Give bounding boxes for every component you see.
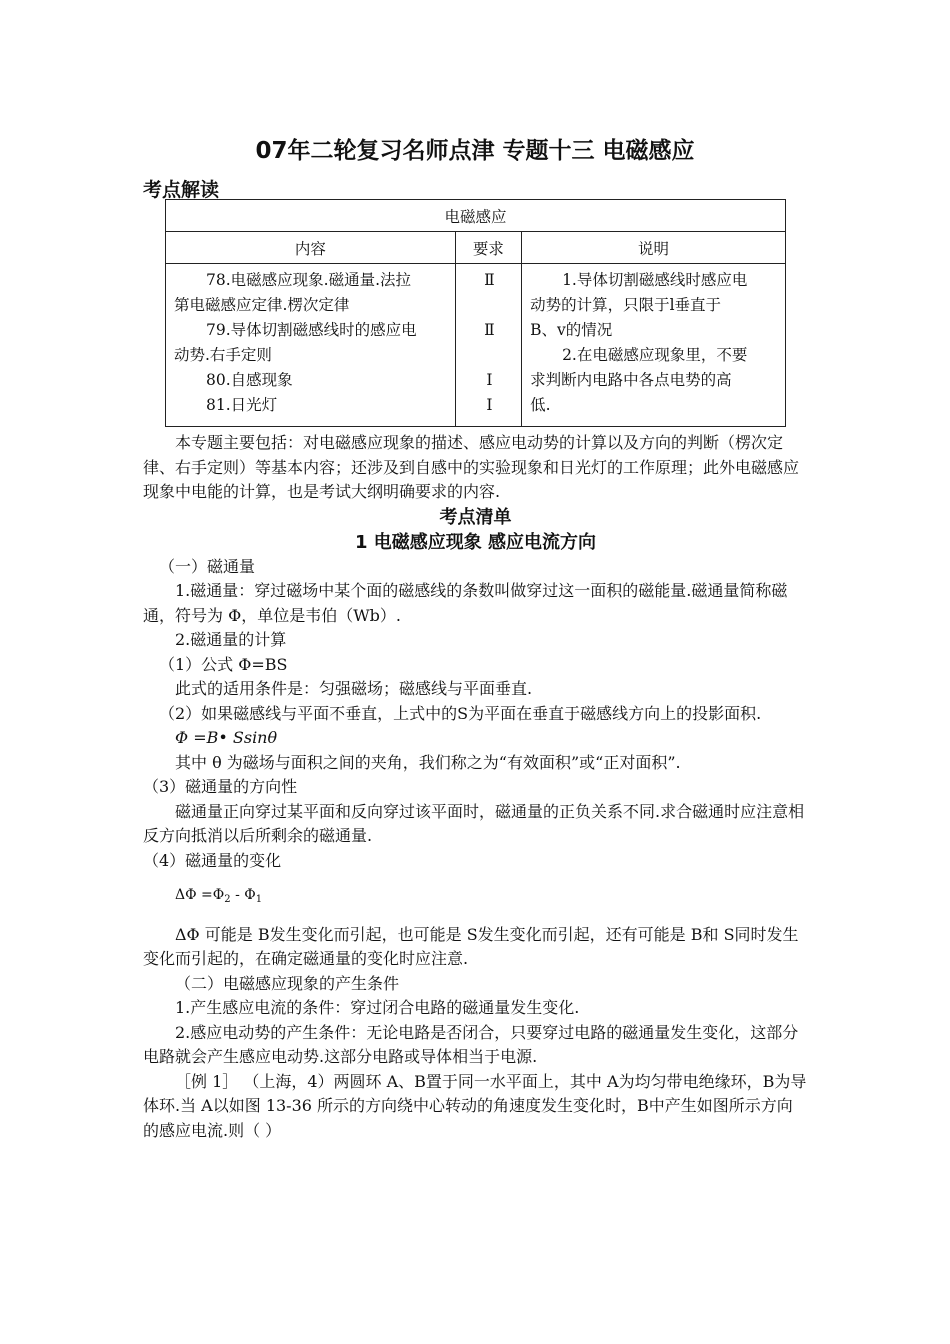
formula-effective-area: Φ =B• Ssinθ xyxy=(175,728,278,747)
section-heading-list: 考点清单 xyxy=(439,506,512,528)
content-line: 动势.右手定则 xyxy=(174,346,272,364)
paragraph: 2.磁通量的计算 xyxy=(175,630,287,649)
paragraph: ΔΦ 可能是 B发生变化而引起，也可能是 S发生变化而引起，还有可能是 B和 S同时发生变化而引起的，在确定磁通量的变化时应注意. xyxy=(143,924,799,968)
content-line: 81.日光灯 xyxy=(206,396,278,414)
paragraph: （一）磁通量 xyxy=(159,556,256,576)
body-text xyxy=(143,431,808,1143)
formula-flux-change: $\Delta\Phi =\Phi_2 - \Phi_1$ xyxy=(175,887,263,905)
note-line: 动势的计算，只限于l垂直于 xyxy=(530,296,722,314)
paragraph: 1.产生感应电流的条件：穿过闭合电路的磁通量发生变化. xyxy=(175,998,580,1017)
requirement-level: Ⅱ xyxy=(484,321,495,339)
paragraph: 2.感应电动势的产生条件：无论电路是否闭合，只要穿过电路的磁通量发生变化，这部分电路就会产生感应电动势.这部分电路或导体相当于电源. xyxy=(143,1022,799,1066)
table-header-content: 内容 xyxy=(166,232,456,264)
table-header-notes: 说明 xyxy=(522,232,786,264)
paragraph: （3）磁通量的方向性 xyxy=(143,777,298,796)
table-caption: 电磁感应 xyxy=(166,200,786,232)
paragraph: 此式的适用条件是：匀强磁场；磁感线与平面垂直. xyxy=(175,679,533,698)
page-title: 07年二轮复习名师点津 专题十三 电磁感应 xyxy=(255,138,695,164)
note-line: 1.导体切割磁感线时感应电 xyxy=(562,271,748,289)
intro-paragraph: 本专题主要包括：对电磁感应现象的描述、感应电动势的计算以及方向的判断（楞次定律、右手定则）等基本内容；还涉及到自感中的实验现象和日光灯的工作原理；此外电磁感应现象中电能的计算，也是考试大纲明确要求的内容. xyxy=(143,433,800,501)
paragraph: （2）如果磁感线与平面不垂直，上式中的S为平面在垂直于磁感线方向上的投影面积. xyxy=(159,703,762,723)
content-line: 第电磁感应定律.楞次定律 xyxy=(174,296,350,314)
requirement-level: Ⅰ xyxy=(486,371,493,389)
paragraph: （4）磁通量的变化 xyxy=(143,850,282,870)
note-line: B、v的情况 xyxy=(530,321,613,339)
paragraph: （二）电磁感应现象的产生条件 xyxy=(175,973,400,993)
section-heading-reading: 考点解读 xyxy=(143,179,220,201)
note-line: 低. xyxy=(530,396,551,414)
note-line: 2.在电磁感应现象里，不要 xyxy=(562,346,748,364)
paragraph: （1）公式 Φ=BS xyxy=(159,654,288,674)
requirement-level: Ⅰ xyxy=(486,396,493,414)
table-cell-content xyxy=(166,264,456,427)
table-cell-requirement xyxy=(455,264,521,427)
paragraph: 其中 θ 为磁场与面积之间的夹角，我们称之为“有效面积”或“正对面积”. xyxy=(175,752,681,772)
content-line: 79.导体切割磁感线时的感应电 xyxy=(206,321,417,339)
requirements-table xyxy=(165,199,786,427)
note-line: 求判断内电路中各点电势的高 xyxy=(530,371,732,389)
requirement-level: Ⅱ xyxy=(484,271,495,289)
subsection-heading: 1 电磁感应现象 感应电流方向 xyxy=(354,531,597,553)
paragraph: 1.磁通量：穿过磁场中某个面的磁感线的条数叫做穿过这一面积的磁能量.磁通量简称磁通，符号为 Φ，单位是韦伯（Wb）. xyxy=(143,581,788,625)
content-line: 78.电磁感应现象.磁通量.法拉 xyxy=(206,271,412,289)
table-cell-notes xyxy=(522,264,786,427)
content-line: 80.自感现象 xyxy=(206,371,293,389)
example-paragraph: ［例 1］ （上海，4）两圆环 A、B置于同一水平面上，其中 A为均匀带电绝缘环，B为导体环.当 A以如图 13-36 所示的方向绕中心转动的角速度发生变化时，B中产生如图所示方向的感应电流.则（ ） xyxy=(143,1071,807,1140)
table-header-requirement: 要求 xyxy=(455,232,521,264)
paragraph: 磁通量正向穿过某平面和反向穿过该平面时，磁通量的正负关系不同.求合磁通时应注意相反方向抵消以后所剩余的磁通量. xyxy=(143,801,805,845)
